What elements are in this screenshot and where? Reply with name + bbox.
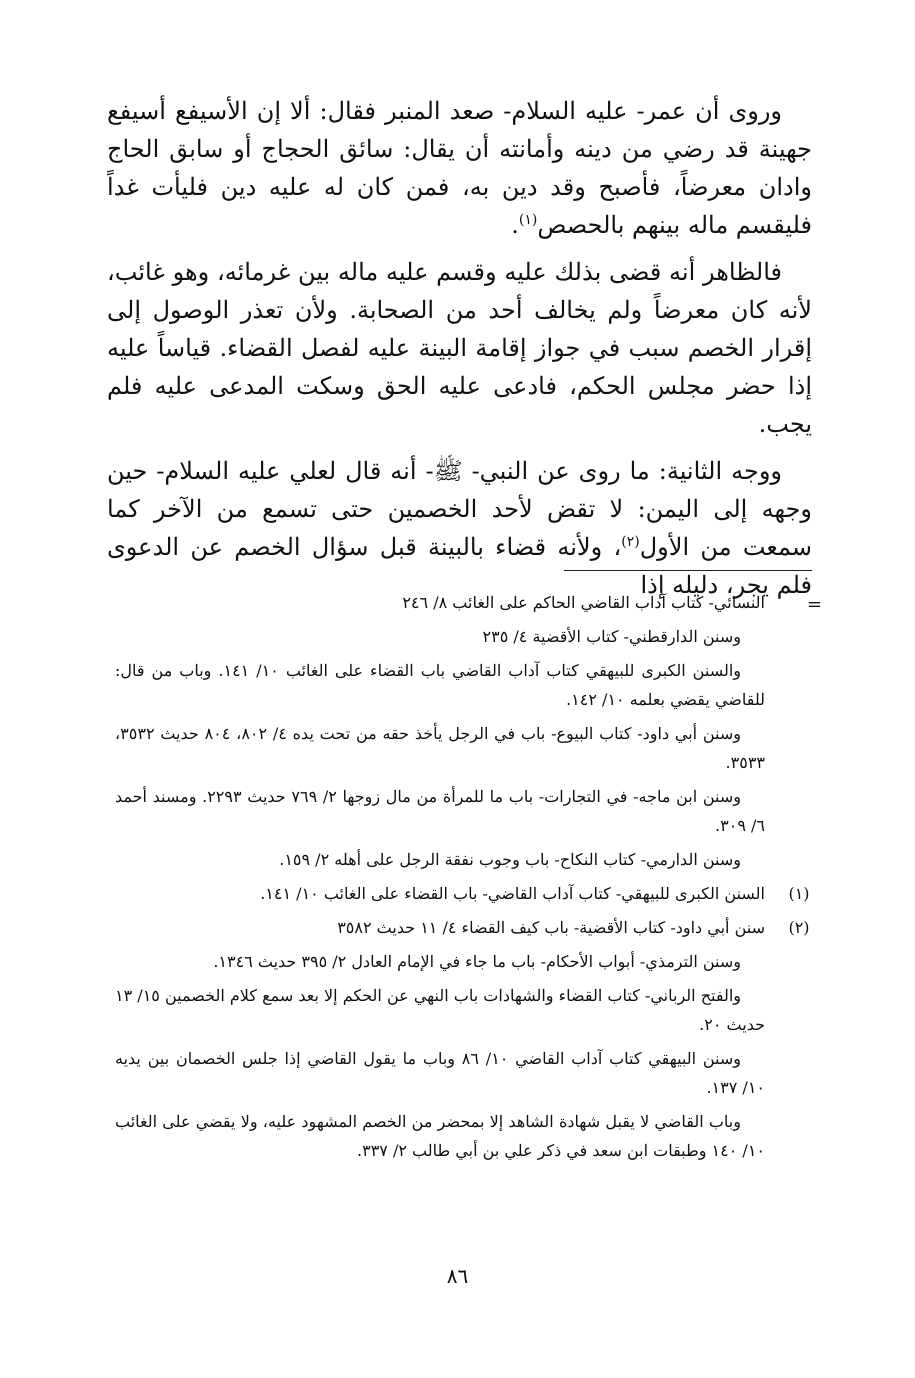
paragraph-3-text: ووجه الثانية: ما روى عن النبي- ﷺ- أنه قال لعلي عليه السلام- حين وجهه إلى اليمن: لا تقض لأحد الخصمين حتى تسمع من الآخر كما سمعت من الأول: [107, 457, 812, 561]
paragraph-3-tail: ، ولأنه قضاء بالبينة قبل سؤال الخصم عن الدعوى فلم يجر، دليله إذا: [107, 533, 812, 599]
main-text: [107, 92, 812, 613]
footnote-2-line: وسنن الترمذي- أبواب الأحكام- باب ما جاء في الإمام العادل ٢/ ٣٩٥ حديث ١٣٤٦.: [213, 952, 741, 971]
footnote-1: [115, 879, 810, 908]
footnote-continued-line: وسنن الدارمي- كتاب النكاح- باب وجوب نفقة الرجل على أهله ٢/ ١٥٩.: [279, 850, 741, 869]
footnote-continued-line: النسائي- كتاب آداب القاضي الحاكم على الغائب ٨/ ٢٤٦: [402, 593, 765, 612]
footnote-2-line: والفتح الرباني- كتاب القضاء والشهادات باب النهي عن الحكم إلا بعد سمع كلام الخصمين ١٥/ ١٣ حديث ٢٠.: [115, 986, 765, 1034]
paragraph-1-end: .: [511, 211, 519, 239]
footnote-continuation-mark: =: [806, 594, 822, 615]
footnote-2-number: (٢): [788, 918, 810, 937]
footnote-continued-line: وسنن أبي داود- كتاب البيوع- باب في الرجل يأخذ حقه من تحت يده ٤/ ٨٠٢، ٨٠٤ حديث ٣٥٣٢، ٣٥٣٣.: [115, 724, 765, 772]
footnote-continued-line: والسنن الكبرى للبيهقي كتاب آداب القاضي باب القضاء على الغائب ١٠/ ١٤١. وباب من قال: للقاضي يقضي بعلمه ١٠/ ١٤٢.: [115, 661, 765, 709]
footnote-separator-line: [564, 570, 812, 571]
footnote-ref-1: (١): [518, 212, 538, 228]
footnote-1-number: (١): [788, 884, 810, 903]
footnote-2-line: وباب القاضي لا يقبل شهادة الشاهد إلا بمحضر من الخصم المشهود عليه، ولا يقضي على الغائب ١٠/ ١٤٠ وطبقات ابن سعد في ذكر علي بن أبي طالب ٢/ ٣٣٧.: [115, 1112, 765, 1160]
page-number: ٨٦: [446, 1264, 469, 1288]
paragraph-1-text: وروى أن عمر- عليه السلام- صعد المنبر فقال: ألا إن الأسيفع أسيفع جهينة قد رضي من دينه وأمانته أن يقال: سائق الحجاج أو سابق الحاج وادان معرضاً، فأصبح وقد دين به، فمن كان له عليه دين فليأت غداً فليقسم ماله بينهم بالحصص: [107, 97, 812, 239]
footnote-2-text: سنن أبي داود- كتاب الأقضية- باب كيف القضاء ٤/ ١١ حديث ٣٥٨٢: [337, 918, 765, 937]
footnote-2: [115, 913, 810, 942]
footnotes: [115, 588, 810, 1170]
paragraph-1: [107, 92, 812, 244]
footnote-continued-line: وسنن ابن ماجه- في التجارات- باب ما للمرأة من مال زوجها ٢/ ٧٦٩ حديث ٢٢٩٣. ومسند أحمد ٦/ ٣٠٩.: [115, 787, 765, 835]
footnote-continued-line: وسنن الدارقطني- كتاب الأقضية ٤/ ٢٣٥: [482, 627, 741, 646]
footnote-ref-2: (٢): [621, 534, 640, 550]
footnote-1-text: السنن الكبرى للبيهقي- كتاب آداب القاضي- باب القضاء على الغائب ١٠/ ١٤١.: [260, 884, 765, 903]
paragraph-2: فالظاهر أنه قضى بذلك عليه وقسم عليه ماله بين غرمائه، وهو غائب، لأنه كان معرضاً ولم يخالف أحد من الصحابة. ولأن تعذر الوصول إلى إقرار الخصم سبب في جواز إقامة البينة عليه لفصل القضاء. قياساً عليه إذا حضر مجلس الحكم، فادعى عليه الحق وسكت المدعى عليه فلم يجب.: [107, 258, 812, 438]
footnote-2-line: وسنن البيهقي كتاب آداب القاضي ١٠/ ٨٦ وباب ما يقول القاضي إذا جلس الخصمان بين يديه ١٠/ ١٣٧.: [115, 1049, 765, 1097]
paragraph-3: [107, 452, 812, 604]
